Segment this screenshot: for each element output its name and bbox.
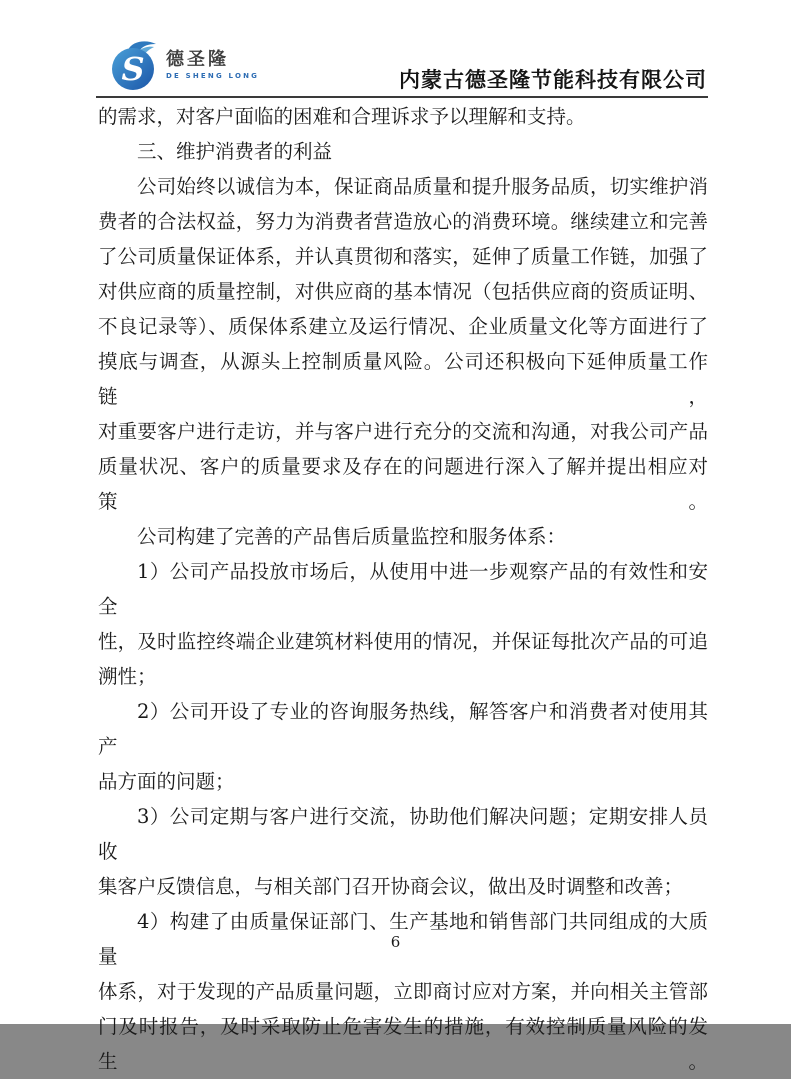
body-line: 不良记录等）、质保体系建立及运行情况、企业质量文化等方面进行了 xyxy=(98,315,708,338)
page-header xyxy=(0,0,791,98)
list-item-2: 2）公司开设了专业的咨询服务热线，解答客户和消费者对使用其产 xyxy=(98,700,708,758)
company-name: 内蒙古德圣隆节能科技有限公司 xyxy=(399,67,707,92)
body-line: 品方面的问题； xyxy=(98,770,235,793)
dragon-s-logo-icon xyxy=(110,38,162,92)
body-line: 对重要客户进行走访，并与客户进行充分的交流和沟通，对我公司产品 xyxy=(98,420,708,443)
body-line: 摸底与调查，从源头上控制质量风险。公司还积极向下延伸质量工作链， xyxy=(98,350,708,408)
body-line: 公司始终以诚信为本，保证商品质量和提升服务品质，切实维护消 xyxy=(137,175,708,198)
body-line: 体系，对于发现的产品质量问题，立即商讨应对方案，并向相关主管部 xyxy=(98,980,708,1003)
body-line: 性，及时监控终端企业建筑材料使用的情况，并保证每批次产品的可追 xyxy=(98,630,708,653)
page-number: 6 xyxy=(390,933,401,951)
list-item-1: 1）公司产品投放市场后，从使用中进一步观察产品的有效性和安全 xyxy=(98,560,708,618)
body-line: 质量状况、客户的质量要求及存在的问题进行深入了解并提出相应对策。 xyxy=(98,455,708,513)
body-line: 集客户反馈信息，与相关部门召开协商会议，做出及时调整和改善； xyxy=(98,875,684,898)
logo-monogram: S xyxy=(121,50,145,88)
body-line: 了公司质量保证体系，并认真贯彻和落实，延伸了质量工作链，加强了 xyxy=(98,245,708,268)
list-item-3: 3）公司定期与客户进行交流，协助他们解决问题；定期安排人员收 xyxy=(98,805,708,863)
body-line: 门及时报告，及时采取防止危害发生的措施，有效控制质量风险的发生。 xyxy=(98,1015,708,1073)
header-rule xyxy=(96,96,708,98)
section-heading: 三、维护消费者的利益 xyxy=(137,140,333,163)
document-body xyxy=(98,99,708,1079)
body-line: 溯性； xyxy=(98,665,157,688)
list-item-4: 4）构建了由质量保证部门、生产基地和销售部门共同组成的大质量 xyxy=(98,910,708,968)
company-logo xyxy=(110,38,259,92)
body-line: 对供应商的质量控制，对供应商的基本情况（包括供应商的资质证明、 xyxy=(98,280,708,303)
body-line: 公司构建了完善的产品售后质量监控和服务体系： xyxy=(137,525,567,548)
body-line: 的需求，对客户面临的困难和合理诉求予以理解和支持。 xyxy=(98,105,586,128)
body-line: 费者的合法权益，努力为消费者营造放心的消费环境。继续建立和完善 xyxy=(98,210,708,233)
logo-name-en: DE SHENG LONG xyxy=(166,72,260,80)
logo-name-cn: 德圣隆 xyxy=(166,49,229,70)
logo-text-block xyxy=(166,50,259,81)
